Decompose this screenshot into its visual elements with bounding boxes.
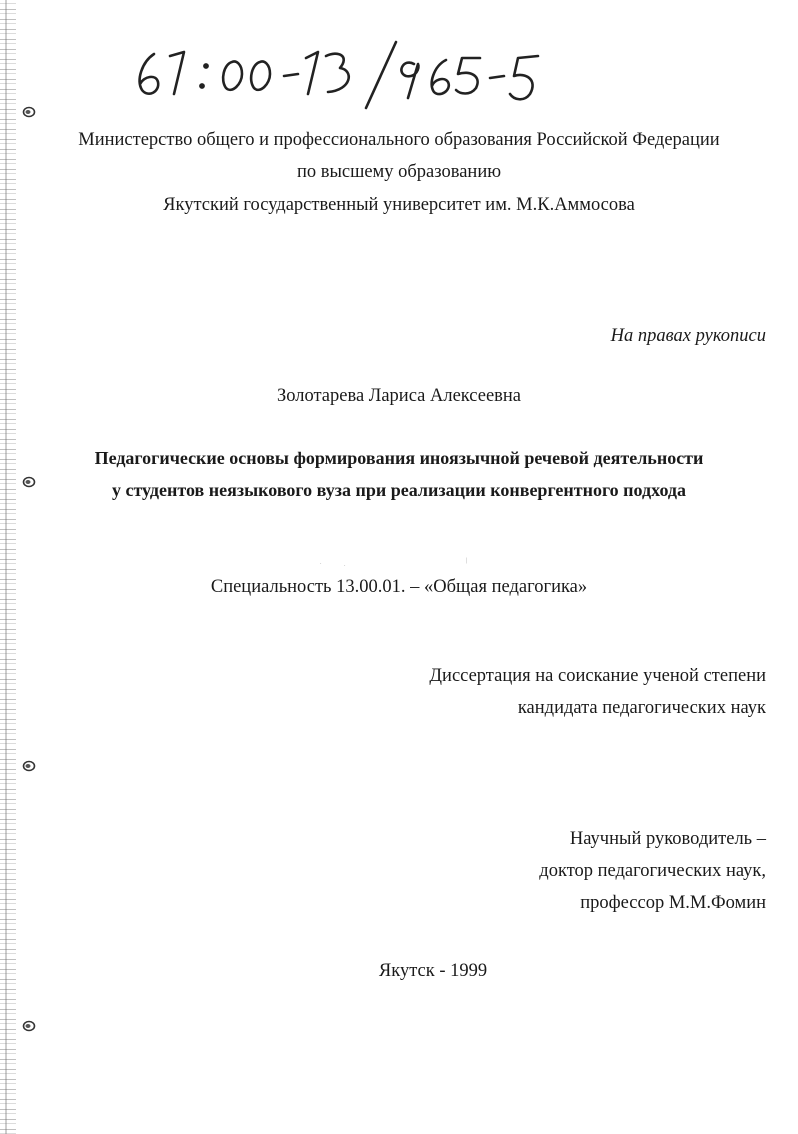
dissertation-line-2: кандидата педагогических наук [517, 698, 766, 718]
handwritten-catalog-number [128, 32, 548, 112]
ministry-line-1: Министерство общего и профессионального образования Российской Федерации [78, 130, 720, 150]
author-name: Золотарева Лариса Алексеевна [276, 386, 522, 406]
scan-speck: . [320, 560, 322, 566]
scan-speck: | [466, 558, 468, 564]
binder-hole-icon [22, 760, 36, 772]
manuscript-note: На правах рукописи [610, 326, 766, 346]
specialty: Специальность 13.00.01. – «Общая педагогика» [210, 577, 588, 597]
scan-speck: . [344, 562, 346, 568]
supervisor-line-2: доктор педагогических наук, [539, 861, 766, 881]
thesis-title-line-1: Педагогические основы формирования иноязычной речевой деятельности [94, 448, 704, 468]
thesis-title-line-2: у студентов неязыкового вуза при реализации конвергентного подхода [111, 480, 687, 500]
handwritten-code-text: 61 : 00 - 13 / 965 - 5 [128, 32, 138, 33]
ministry-line-2: по высшему образованию [296, 162, 502, 182]
university-name: Якутский государственный университет им. М.К.Аммосова [163, 195, 635, 215]
supervisor-line-3: профессор М.М.Фомин [580, 893, 766, 913]
dissertation-line-1: Диссертация на соискание ученой степени [429, 666, 766, 686]
binder-hole-icon [22, 1020, 36, 1032]
place-year: Якутск - 1999 [378, 961, 488, 981]
supervisor-line-1: Научный руководитель – [569, 829, 766, 849]
binder-hole-icon [22, 106, 36, 118]
